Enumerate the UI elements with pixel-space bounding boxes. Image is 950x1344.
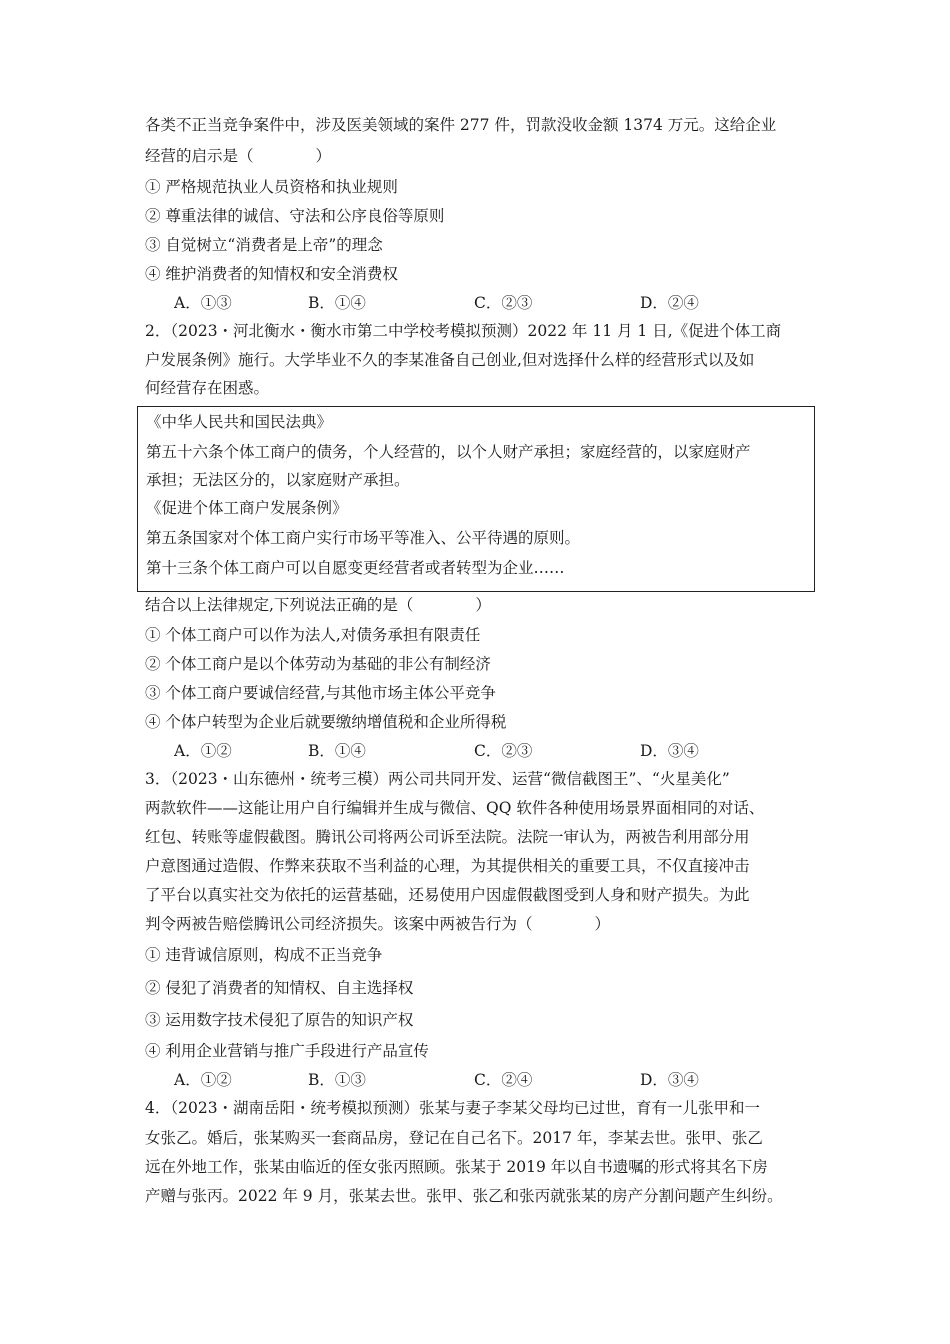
box-line-4: 《促进个体工商户发展条例》 xyxy=(146,499,348,517)
q3-stem-line-5: 了平台以真实社交为依托的运营基础，还易使用户因虚假截图受到人身和财产损失。为此 xyxy=(145,886,750,904)
q2-stem-line-3: 何经营存在困惑。 xyxy=(145,379,270,397)
q3-stem-line-4: 户意图通过造假、作弊来获取不当利益的心理，为其提供相关的重要工具，不仅直接冲击 xyxy=(145,857,750,875)
q1-option-a: A．①③ xyxy=(174,294,232,312)
q2-stem-line-1: 2．（2023・河北衡水・衡水市第二中学校考模拟预测）2022 年 11 月 1 日,《促进个体工商 xyxy=(145,322,782,340)
q1-item-4: ④ 维护消费者的知情权和安全消费权 xyxy=(145,265,398,283)
q1-item-2: ② 尊重法律的诚信、守法和公序良俗等原则 xyxy=(145,207,445,225)
q1-stem-line-1: 各类不正当竞争案件中，涉及医美领域的案件 277 件，罚款没收金额 1374 万元。这给企业 xyxy=(145,116,777,134)
q2-item-1: ① 个体工商户可以作为法人,对债务承担有限责任 xyxy=(145,626,481,644)
q2-option-a: A．①② xyxy=(174,742,232,760)
q3-stem-line-6: 判令两被告赔偿腾讯公司经济损失。该案中两被告行为（ ） xyxy=(145,915,611,933)
q2-option-b: B．①④ xyxy=(308,742,366,760)
box-line-6: 第十三条个体工商户可以自愿变更经营者或者转型为企业…… xyxy=(146,559,565,577)
q1-item-1: ① 严格规范执业人员资格和执业规则 xyxy=(145,178,398,196)
q4-stem-line-4: 产赠与张丙。2022 年 9 月，张某去世。张甲、张乙和张丙就张某的房产分割问题产生纠纷。 xyxy=(145,1187,783,1205)
q3-item-2: ② 侵犯了消费者的知情权、自主选择权 xyxy=(145,979,414,997)
q3-stem-line-1: 3．（2023・山东德州・统考三模）两公司共同开发、运营“微信截图王”、“火星美化” xyxy=(145,770,730,788)
q3-option-a: A．①② xyxy=(174,1071,232,1089)
q3-stem-line-2: 两款软件——这能让用户自行编辑并生成与微信、QQ 软件各种使用场景界面相同的对话、 xyxy=(145,799,765,817)
q1-option-b: B．①④ xyxy=(308,294,366,312)
box-line-2: 第五十六条个体工商户的债务，个人经营的，以个人财产承担；家庭经营的，以家庭财产 xyxy=(146,443,751,461)
q2-item-2: ② 个体工商户是以个体劳动为基础的非公有制经济 xyxy=(145,655,491,673)
q4-stem-line-1: 4．（2023・湖南岳阳・统考模拟预测）张某与妻子李某父母均已过世，育有一儿张甲和一 xyxy=(145,1099,761,1117)
q1-option-d: D．②④ xyxy=(640,294,699,312)
q3-option-b: B．①③ xyxy=(308,1071,366,1089)
q4-stem-line-2: 女张乙。婚后，张某购买一套商品房，登记在自己名下。2017 年，李某去世。张甲、张乙 xyxy=(145,1129,763,1147)
q2-stem-line-2: 户发展条例》施行。大学毕业不久的李某准备自己创业,但对选择什么样的经营形式以及如 xyxy=(145,351,755,369)
q3-option-d: D．③④ xyxy=(640,1071,699,1089)
q4-stem-line-3: 远在外地工作，张某由临近的侄女张丙照顾。张某于 2019 年以自书遗嘱的形式将其名下房 xyxy=(145,1158,768,1176)
q2-option-c: C．②③ xyxy=(474,742,533,760)
q3-item-3: ③ 运用数字技术侵犯了原告的知识产权 xyxy=(145,1011,414,1029)
q3-option-c: C．②④ xyxy=(474,1071,533,1089)
q2-question: 结合以上法律规定,下列说法正确的是（ ） xyxy=(145,596,491,614)
q3-stem-line-3: 红包、转账等虚假截图。腾讯公司将两公司诉至法院。法院一审认为，两被告利用部分用 xyxy=(145,828,750,846)
q1-item-3: ③ 自觉树立“消费者是上帝”的理念 xyxy=(145,236,383,254)
q2-item-4: ④ 个体户转型为企业后就要缴纳增值税和企业所得税 xyxy=(145,713,507,731)
box-line-5: 第五条国家对个体工商户实行市场平等准入、公平待遇的原则。 xyxy=(146,529,581,547)
q2-item-3: ③ 个体工商户要诚信经营,与其他市场主体公平竞争 xyxy=(145,684,496,702)
q1-stem-line-2: 经营的启示是（ ） xyxy=(145,147,332,165)
q3-item-1: ① 违背诚信原则，构成不正当竞争 xyxy=(145,946,383,964)
box-line-3: 承担；无法区分的，以家庭财产承担。 xyxy=(146,471,410,489)
q1-option-c: C．②③ xyxy=(474,294,533,312)
q3-item-4: ④ 利用企业营销与推广手段进行产品宣传 xyxy=(145,1042,429,1060)
q2-option-d: D．③④ xyxy=(640,742,699,760)
box-line-1: 《中华人民共和国民法典》 xyxy=(146,413,333,431)
law-excerpt-box xyxy=(137,406,815,592)
